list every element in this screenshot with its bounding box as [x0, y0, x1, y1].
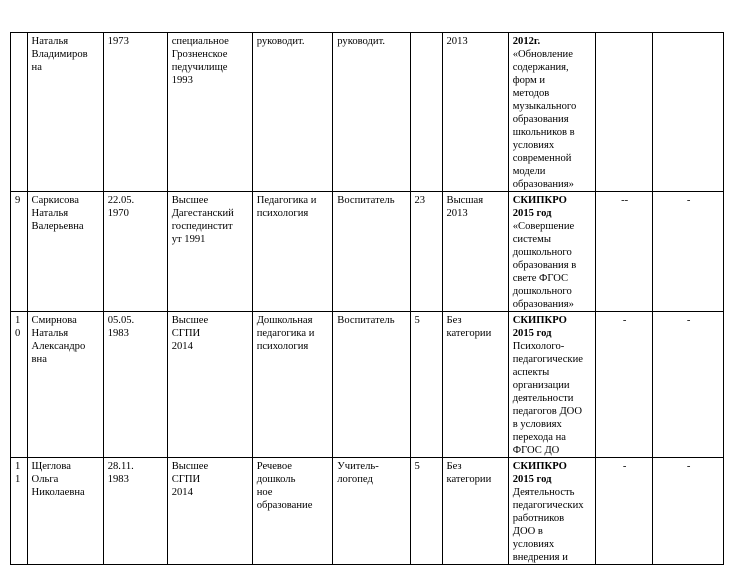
category: Без категории — [442, 458, 508, 565]
education: Высшее СГПИ 2014 — [167, 312, 252, 458]
experience: 5 — [410, 312, 442, 458]
experience: 23 — [410, 192, 442, 312]
specialty: Речевое дошколь ное образование — [252, 458, 333, 565]
experience — [410, 33, 442, 192]
category: Без категории — [442, 312, 508, 458]
row-number — [11, 33, 28, 192]
courses-cell — [508, 33, 595, 192]
courses-cell — [508, 192, 595, 312]
birth-date: 1973 — [103, 33, 167, 192]
employee-name: Саркисова Наталья Валерьевна — [27, 192, 103, 312]
courses-text: Деятельность педагогических работников ДОО в условиях внедрения и — [512, 487, 584, 563]
extra-cell — [595, 33, 652, 192]
specialty: руководит. — [252, 33, 333, 192]
birth-date: 05.05. 1983 — [103, 312, 167, 458]
birth-date: 22.05. 1970 — [103, 192, 167, 312]
extra-cell: - — [653, 312, 724, 458]
row-number: 9 — [11, 192, 28, 312]
extra-cell: - — [595, 458, 652, 565]
employee-name: Наталья Владимиров на — [27, 33, 103, 192]
extra-cell: - — [595, 312, 652, 458]
education: Высшее Дагестанский госпединстит ут 1991 — [167, 192, 252, 312]
table-row — [11, 458, 724, 565]
courses-text: Психолого- педагогические аспекты организации деятельности педагогов ДОО в условиях перехода на ФГОС ДО — [512, 341, 583, 456]
position: Воспитатель — [333, 312, 410, 458]
courses-cell — [508, 458, 595, 565]
courses-heading: СКИПКРО 2015 год — [512, 195, 567, 219]
specialty: Дошкольная педагогика и психология — [252, 312, 333, 458]
extra-cell: - — [653, 458, 724, 565]
specialty: Педагогика и психология — [252, 192, 333, 312]
extra-cell — [653, 33, 724, 192]
courses-heading: СКИПКРО 2015 год — [512, 461, 567, 485]
row-number: 11 — [11, 458, 28, 565]
courses-heading: СКИПКРО 2015 год — [512, 315, 567, 339]
education: специальное Грозненское педучилище 1993 — [167, 33, 252, 192]
courses-heading: 2012г. — [512, 36, 541, 47]
table-row — [11, 192, 724, 312]
table-row — [11, 312, 724, 458]
category: 2013 — [442, 33, 508, 192]
staff-table — [10, 32, 724, 565]
position: Воспитатель — [333, 192, 410, 312]
table-row — [11, 33, 724, 192]
position: руководит. — [333, 33, 410, 192]
row-number: 10 — [11, 312, 28, 458]
birth-date: 28.11. 1983 — [103, 458, 167, 565]
courses-cell — [508, 312, 595, 458]
courses-text: «Обновление содержания, форм и методов музыкального образования школьников в условиях современной модели образования» — [512, 49, 577, 190]
experience: 5 — [410, 458, 442, 565]
category: Высшая 2013 — [442, 192, 508, 312]
position: Учитель- логопед — [333, 458, 410, 565]
extra-cell: -- — [595, 192, 652, 312]
courses-text: «Совершение системы дошкольного образования в свете ФГОС дошкольного образования» — [512, 221, 577, 310]
employee-name: Щеглова Ольга Николаевна — [27, 458, 103, 565]
employee-name: Смирнова Наталья Александро вна — [27, 312, 103, 458]
education: Высшее СГПИ 2014 — [167, 458, 252, 565]
extra-cell: - — [653, 192, 724, 312]
